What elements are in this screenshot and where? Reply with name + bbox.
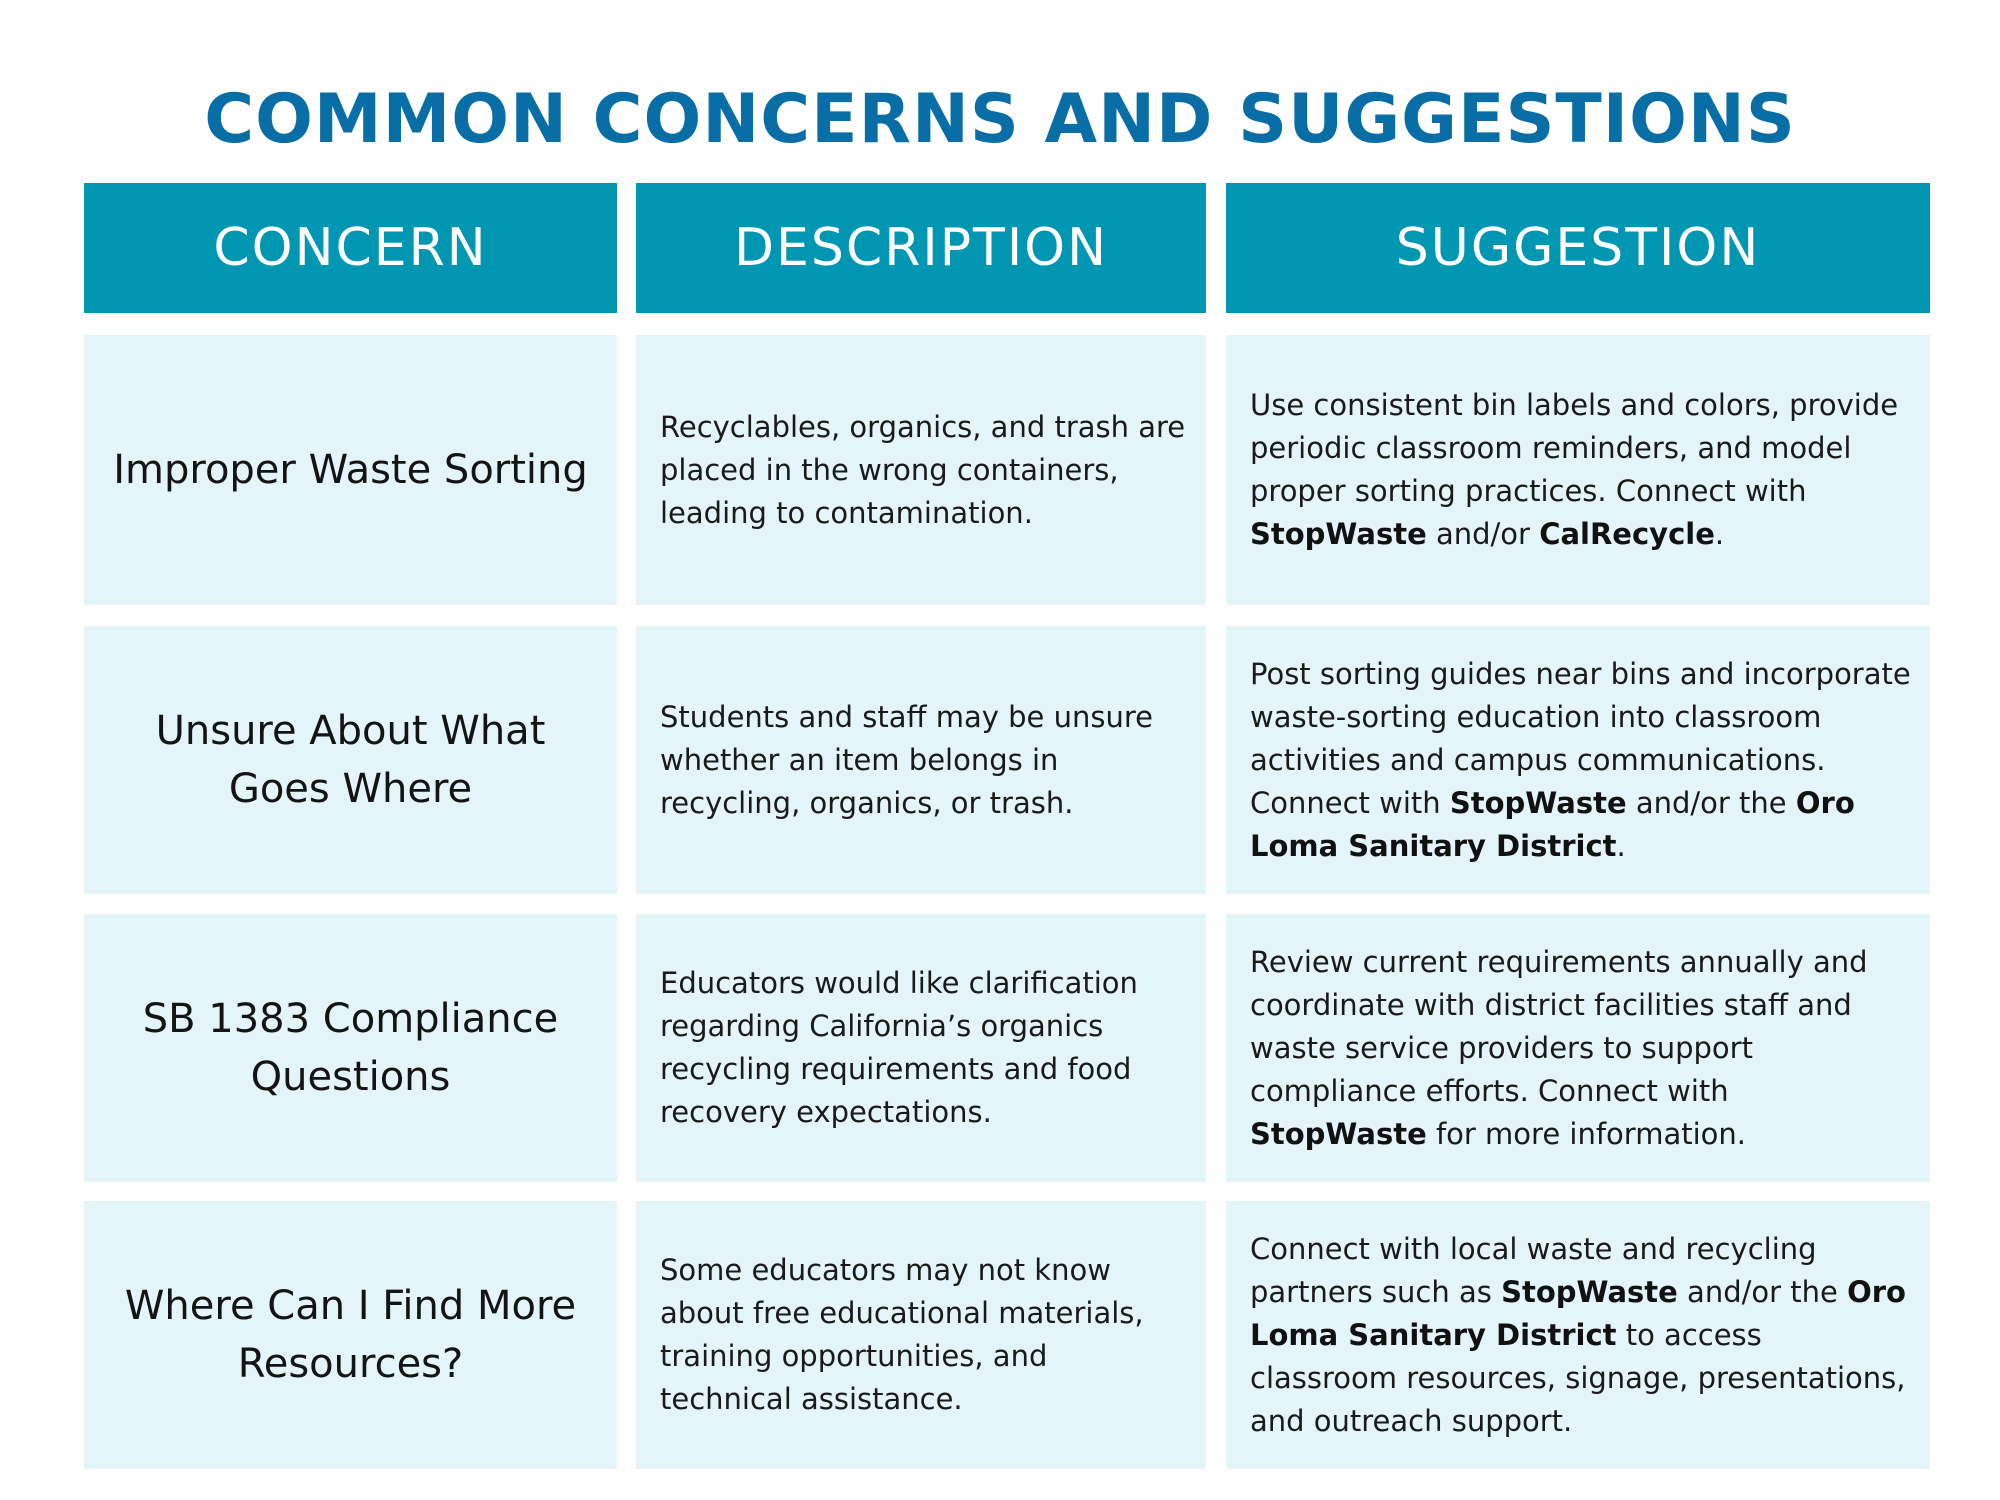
concern-text: Improper Waste Sorting: [113, 447, 588, 493]
org-name: StopWaste: [1250, 1116, 1427, 1151]
suggestion-cell: [1226, 335, 1930, 605]
concern-text: SB 1383 Compliance Questions: [142, 996, 559, 1100]
concern-cell: [84, 335, 617, 605]
header-suggestion: SUGGESTION: [1226, 183, 1930, 313]
suggestion-text: Review current requirements annually and coordinate with district facilities staff and waste service providers to support compliance efforts. Connect with StopWaste for more information.: [1250, 944, 1868, 1151]
suggestion-text: Post sorting guides near bins and incorporate waste-sorting education into classroom activities and campus communications. Connect with StopWaste and/or the Oro Loma Sanitary District.: [1250, 656, 1911, 863]
concern-cell: [84, 626, 617, 894]
concern-cell: [84, 1201, 617, 1469]
concern-text: Unsure About What Goes Where: [155, 708, 546, 812]
org-name: CalRecycle: [1539, 517, 1715, 551]
suggestion-text: Connect with local waste and recycling partners such as StopWaste and/or the Oro Loma Sanitary District to access classroom resources, signage, presentations, and outreach support.: [1250, 1231, 1906, 1438]
description-cell: [636, 626, 1206, 894]
suggestion-cell: [1226, 626, 1930, 894]
description-cell: [636, 335, 1206, 605]
description-text: Recyclables, organics, and trash are placed in the wrong containers, leading to contamination.: [660, 409, 1186, 530]
page-title: COMMON CONCERNS AND SUGGESTIONS: [204, 80, 1796, 159]
description-cell: [636, 1201, 1206, 1469]
org-name: StopWaste: [1449, 785, 1627, 820]
description-text: Students and staff may be unsure whether an item belongs in recycling, organics, or trash.: [660, 699, 1153, 820]
header-description: DESCRIPTION: [636, 183, 1206, 313]
suggestion-cell: [1226, 914, 1930, 1182]
suggestion-text: Use consistent bin labels and colors, provide periodic classroom reminders, and model proper sorting practices. Connect with StopWaste and/or CalRecycle.: [1250, 388, 1899, 551]
description-text: Educators would like clarification regarding California’s organics recycling requirements and food recovery expectations.: [660, 966, 1138, 1129]
org-name: StopWaste: [1501, 1274, 1678, 1309]
concern-text: Where Can I Find More Resources?: [124, 1283, 577, 1387]
header-concern: CONCERN: [84, 183, 617, 313]
org-name: Oro Loma Sanitary District: [1250, 785, 1855, 863]
suggestion-cell: [1226, 1201, 1930, 1469]
org-name: Oro Loma Sanitary District: [1250, 1274, 1906, 1352]
description-text: Some educators may not know about free educational materials, training opportunities, and technical assistance.: [660, 1253, 1144, 1416]
description-cell: [636, 914, 1206, 1182]
concern-cell: [84, 914, 617, 1182]
org-name: StopWaste: [1250, 517, 1427, 551]
